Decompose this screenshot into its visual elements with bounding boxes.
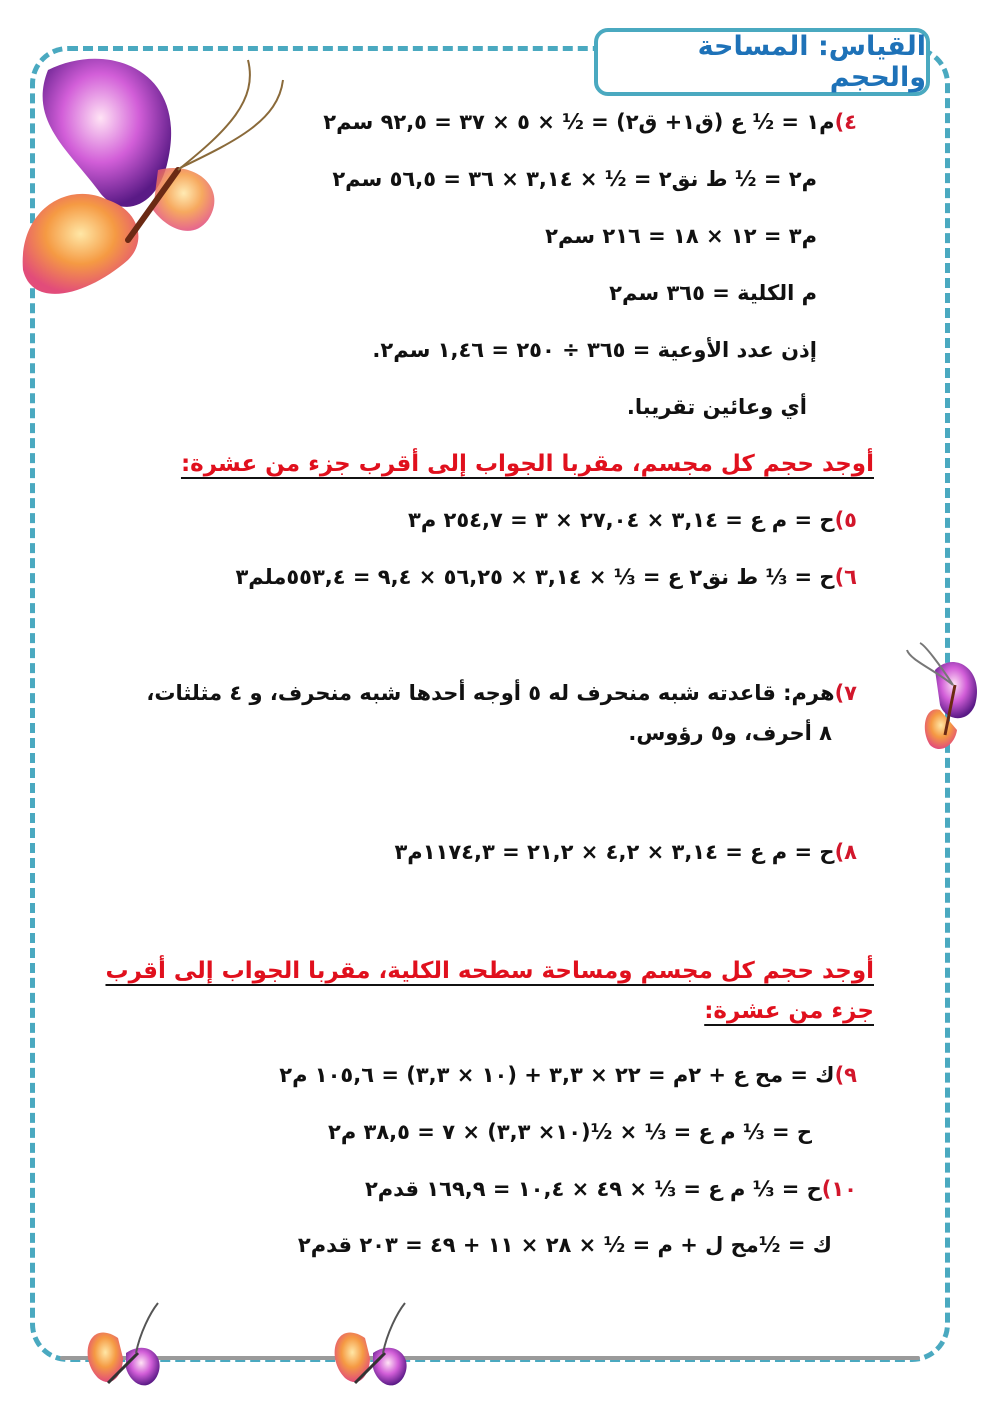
title-box — [594, 28, 930, 96]
equation-line — [146, 681, 857, 705]
equation-text: م١ = ½ ع (ق١+ ق٢) = ½ × ٥ × ٣٧ = ٩٢,٥ سم٢ — [323, 110, 835, 134]
butterfly-icon — [78, 1298, 168, 1398]
equation-text: م٢ = ½ ط نق٢ = ½ × ٣,١٤ × ٣٦ = ٥٦,٥ سم٢ — [332, 167, 817, 191]
item-number: ٦) — [834, 565, 857, 589]
equation-text: ح = ⅓ م ع = ⅓ × ٤٩ × ١٠,٤ = ١٦٩,٩ قدم٢ — [364, 1177, 822, 1201]
equation-line — [298, 1233, 832, 1257]
equation-text: ح = ⅓ م ع = ⅓ × ½(١٠× ٣,٣) × ٧ = ٣٨,٥ م٢ — [328, 1120, 812, 1144]
equation-text: ٨ أحرف، و٥ رؤوس. — [628, 721, 832, 745]
equation-line — [328, 1120, 812, 1144]
equation-text: م٣ = ١٢ × ١٨ = ٢١٦ سم٢ — [545, 224, 817, 248]
equation-line — [323, 110, 857, 134]
section-heading: أوجد حجم كل مجسم، مقربا الجواب إلى أقرب جزء من عشرة: — [180, 451, 874, 477]
equation-text: ح = م ع = ٣,١٤ × ٢٧,٠٤ × ٣ = ٢٥٤,٧ م٣ — [407, 508, 835, 532]
equation-text: ك = مح ع + ٢م = ٢٢ × ٣,٣ + (١٠ × ٣,٣) = ١٠٥,٦ م٢ — [279, 1063, 835, 1087]
item-number: ٧) — [834, 681, 857, 705]
equation-line — [627, 395, 807, 419]
equation-line — [372, 338, 817, 362]
butterfly-icon — [895, 640, 990, 760]
frame-bottom-shadow — [60, 1356, 920, 1360]
item-number: ٨) — [834, 840, 857, 864]
item-number: ٥) — [834, 508, 857, 532]
item-number: ٤) — [834, 110, 857, 134]
equation-line — [408, 508, 857, 532]
item-number: ٩) — [834, 1063, 857, 1087]
section-heading: أوجد حجم كل مجسم ومساحة سطحه الكلية، مقربا الجواب إلى أقرب — [105, 958, 874, 984]
equation-text: ح = م ع = ٣,١٤ × ٤,٢ × ٢١,٢ = ١١٧٤,٣م٣ — [394, 840, 835, 864]
equation-text: هرم: قاعدته شبه منحرف له ٥ أوجه أحدها شبه منحرف، و ٤ مثلثات، — [146, 681, 835, 705]
equation-text: ك = ½مح ل + م = ½ × ٢٨ × ١١ + ٤٩ = ٢٠٣ قدم٢ — [297, 1233, 832, 1257]
equation-line — [365, 1177, 857, 1201]
butterfly-icon — [8, 40, 298, 330]
equation-line — [394, 840, 857, 864]
equation-line — [628, 721, 832, 745]
equation-text: إذن عدد الأوعية = ٣٦٥ ÷ ٢٥٠ = ١,٤٦ سم٢. — [372, 338, 817, 362]
equation-text: أي وعائين تقريبا. — [626, 395, 807, 419]
butterfly-icon — [325, 1298, 415, 1398]
equation-line — [609, 281, 817, 305]
page-title: القياس: المساحة والحجم — [697, 31, 926, 93]
equation-line — [235, 565, 857, 589]
section-heading: جزء من عشرة: — [704, 998, 874, 1024]
equation-line — [279, 1063, 857, 1087]
equation-text: ح = ⅓ ط نق٢ ع = ⅓ × ٣,١٤ × ٥٦,٢٥ × ٩,٤ = ٥٥٣,٤ملم٣ — [235, 565, 835, 589]
item-number: ١٠) — [821, 1177, 857, 1201]
equation-line — [332, 167, 817, 191]
equation-line — [545, 224, 817, 248]
equation-text: م الكلية = ٣٦٥ سم٢ — [609, 281, 817, 305]
